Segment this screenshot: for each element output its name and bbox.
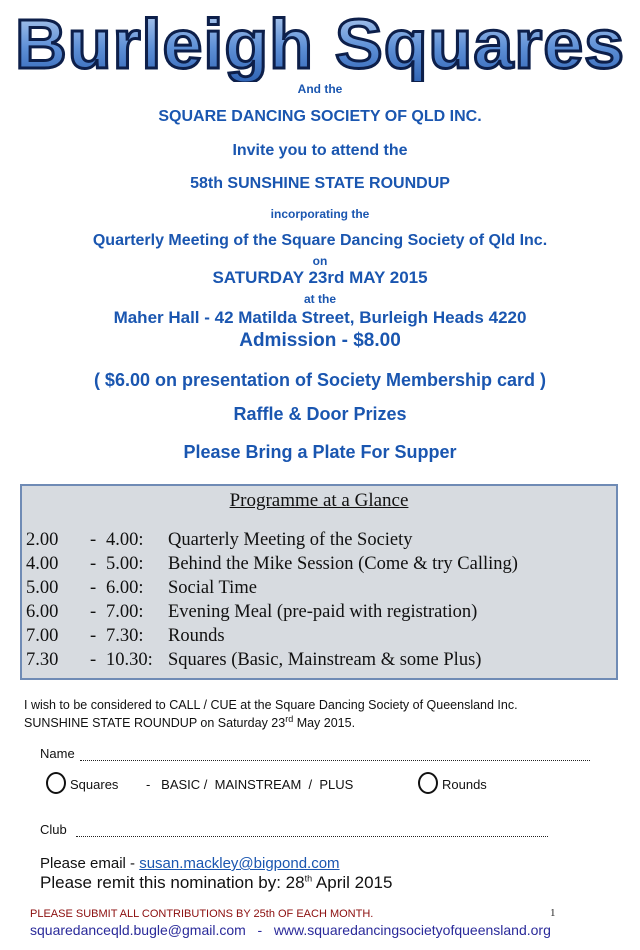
form-intro-line1: I wish to be considered to CALL / CUE at the Square Dancing Society of Queensland Inc. [24,698,518,712]
footer-email[interactable]: squaredanceqld.bugle@gmail.com [30,922,246,938]
club-field[interactable] [76,836,548,837]
dash: - [90,626,97,646]
start-time: 6.00 [26,602,59,622]
levels-text: - BASIC / MAINSTREAM / PLUS [146,777,354,792]
dash: - [90,554,97,574]
programme-desc: Evening Meal (pre-paid with registration) [168,602,478,622]
footer-website[interactable]: www.squaredancingsocietyofqueensland.org [273,922,551,938]
dash: - [90,578,97,598]
start-time: 4.00 [26,554,59,574]
page-title [0,4,640,82]
form-intro-line2-end: May 2015. [293,716,356,731]
end-time: 6.00: [106,578,144,598]
dash: - [90,530,97,550]
end-time: 10.30: [106,650,153,670]
raffle-text: Raffle & Door Prizes [233,404,407,424]
end-time: 5.00: [106,554,144,574]
event-date: SATURDAY 23rd MAY 2015 [212,268,428,287]
meeting-text: Quarterly Meeting of the Square Dancing Society of Qld Inc. [92,232,548,249]
end-time: 4.00: [106,530,144,550]
rounds-radio[interactable] [418,772,438,794]
programme-heading: Programme at a Glance [229,490,409,511]
remit-row [40,873,392,893]
dash: - [90,650,97,670]
name-label: Name [40,746,75,761]
email-link[interactable]: susan.mackley@bigpond.com [139,855,340,872]
page-number: 1 [550,907,556,919]
start-time: 2.00 [26,530,59,550]
remit-text: Please remit this nomination by: 28 [40,873,305,892]
squares-radio[interactable] [46,772,66,794]
start-time: 5.00 [26,578,59,598]
admission-text: Admission - $8.00 [239,330,401,351]
on-text: on [312,254,328,268]
remit-date: April 2015 [312,873,393,892]
end-time: 7.30: [106,626,144,646]
programme-box [20,484,618,680]
programme-desc: Quarterly Meeting of the Society [168,530,413,550]
form-intro-line2-text: SUNSHINE STATE ROUNDUP on Saturday 23 [24,716,286,731]
programme-desc: Behind the Mike Session (Come & try Calling) [168,554,518,574]
submit-notice: PLEASE SUBMIT ALL CONTRIBUTIONS BY 25th OF EACH MONTH. [30,908,374,920]
title-text: Burleigh Squares [15,5,625,82]
programme-desc: Squares (Basic, Mainstream & some Plus) [168,650,482,670]
club-label: Club [40,822,67,837]
form-intro-line2-sup: rd [285,714,294,724]
start-time: 7.00 [26,626,59,646]
event-name: 58th SUNSHINE STATE ROUNDUP [190,175,450,192]
form-intro-line2 [24,714,355,730]
remit-sup: th [304,873,313,884]
end-time: 7.00: [106,602,144,622]
footer-separator: - [257,922,263,938]
squares-label: Squares [70,777,119,792]
discount-text: ( $6.00 on presentation of Society Membership card ) [93,370,547,390]
title-graphic [0,4,640,82]
rounds-label: Rounds [442,777,487,792]
and-the-text: And the [297,82,343,96]
email-label: Please email - [40,855,136,872]
name-field[interactable] [80,760,590,761]
incorporating-text: incorporating the [270,207,370,221]
society-name: SQUARE DANCING SOCIETY OF QLD INC. [158,108,482,125]
dash: - [90,602,97,622]
programme-desc: Social Time [168,578,257,598]
at-the-text: at the [303,292,336,306]
venue-text: Maher Hall - 42 Matilda Street, Burleigh Heads 4220 [113,308,527,327]
email-row [40,855,340,872]
start-time: 7.30 [26,650,59,670]
programme-desc: Rounds [168,626,225,646]
footer-contact [30,922,551,938]
supper-text: Please Bring a Plate For Supper [183,442,457,462]
invite-text: Invite you to attend the [232,142,408,159]
